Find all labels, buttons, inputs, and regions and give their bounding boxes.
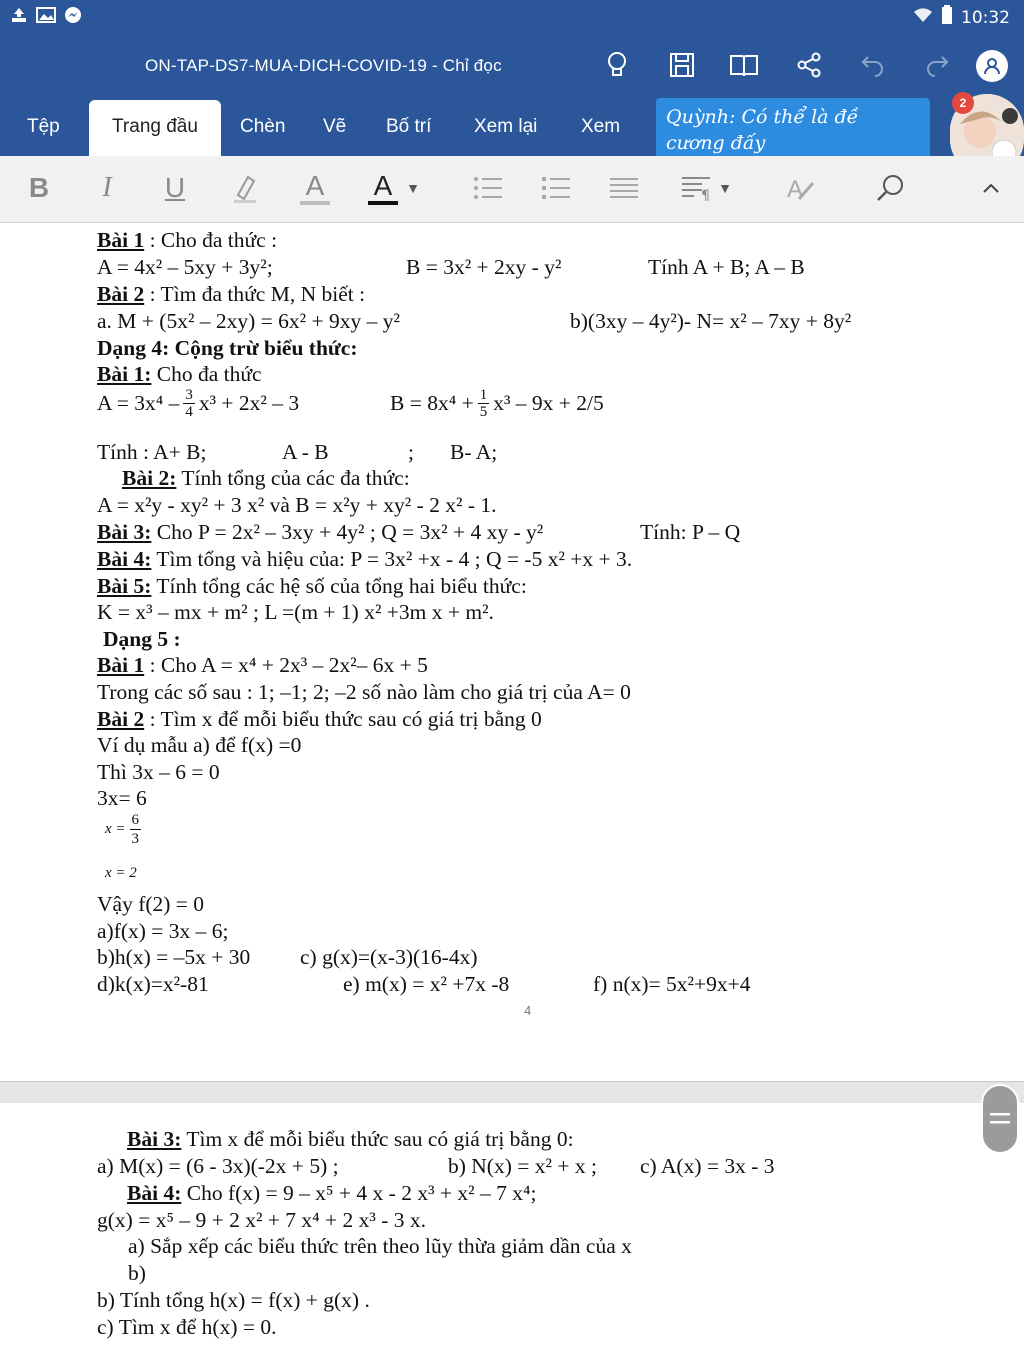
font-color-bar (368, 201, 398, 205)
d4-bai1-a-post: x³ + 2x² – 3 (198, 391, 300, 415)
fraction-6-3-num: 6 (131, 812, 140, 828)
d5-bai1-text: : Cho A = x⁴ + 2x³ – 2x²– 6x + 5 (144, 653, 428, 677)
save-icon[interactable] (665, 48, 699, 82)
p2-bai4-b: b) Tính tổng h(x) = f(x) + g(x) . (97, 1288, 370, 1312)
status-bar (0, 0, 1024, 32)
document-page-1 (0, 223, 1024, 1082)
d4-bai4-line (97, 547, 632, 572)
p2-bai4-g: g(x) = x⁵ – 9 + 2 x² + 7 x⁴ + 2 x³ - 3 x. (97, 1208, 426, 1232)
p2-bai4-a: a) Sắp xếp các biểu thức trên theo lũy thừa giảm dần của x (128, 1234, 632, 1258)
underline-button[interactable]: U (164, 172, 186, 203)
text-effects-label: A (305, 170, 325, 201)
d4-bai3-calc: Tính: P – Q (640, 520, 741, 544)
p2-bai4-line (127, 1181, 536, 1206)
bai2-expr-a: a. M + (5x² – 2xy) = 6x² + 9xy – y² (97, 309, 400, 333)
battery-icon (941, 5, 953, 30)
tab-draw[interactable]: Vẽ (323, 116, 347, 137)
p2-bai4-b-empty: b) (128, 1261, 146, 1285)
search-icon[interactable] (872, 166, 908, 210)
font-color-label: A (373, 170, 393, 201)
bullet-list-icon[interactable] (470, 166, 506, 210)
example-line-4 (105, 811, 141, 848)
scroll-handle[interactable] (981, 1084, 1019, 1154)
gallery-icon (36, 6, 56, 29)
p2-bai3-label: Bài 3: (127, 1127, 182, 1151)
tab-review[interactable]: Xem lại (474, 116, 538, 137)
p2-bai3-line (127, 1127, 574, 1152)
highlighter-icon[interactable] (228, 166, 262, 210)
exercise-b: b)h(x) = –5x + 30 (97, 945, 251, 969)
fraction-3-4-num: 3 (185, 387, 193, 403)
redo-icon[interactable] (920, 48, 954, 82)
document-title: ON-TAP-DS7-MUA-DICH-COVID-19 - Chỉ đọc (145, 56, 502, 75)
d4-bai2-line (122, 466, 410, 491)
d4-bai3-text: Cho P = 2x² – 3xy + 4y² ; Q = 3x² + 4 xy - y² (151, 520, 544, 544)
d4-bai2-text: Tính tổng của các đa thức: (176, 466, 410, 490)
fraction-1-5-den: 5 (479, 404, 488, 420)
d4-bai1-calc2: A - B (282, 440, 329, 464)
dang4-heading: Dạng 4: Cộng trừ biểu thức: (97, 336, 358, 360)
bai2-text: : Tìm đa thức M, N biết : (144, 282, 366, 306)
d4-bai1-calc3: ; (408, 440, 414, 464)
d5-bai1-label: Bài 1 (97, 653, 145, 677)
formatting-toolbar (0, 156, 1024, 223)
svg-text:A: A (787, 176, 804, 203)
bai1-label: Bài 1 (97, 228, 145, 252)
fraction-6-3-den: 3 (131, 831, 140, 847)
bai2-expr-b: b)(3xy – 4y²)- N= x² – 7xy + 8y² (570, 309, 852, 333)
d4-bai1-text: Cho đa thức (151, 362, 262, 386)
d4-bai1-b-post: x³ – 9x + 2/5 (493, 391, 604, 415)
p2-bai4-c: c) Tìm x để h(x) = 0. (97, 1315, 277, 1339)
exercise-d: d)k(x)=x²-81 (97, 972, 209, 996)
bai2-line (97, 282, 365, 307)
d4-bai1-line (97, 362, 262, 387)
collapse-ribbon-icon[interactable] (976, 166, 1006, 210)
font-color-dropdown-icon[interactable]: ▼ (406, 180, 420, 196)
chat-bubble-message[interactable]: Quỳnh: Có thể là đề cương đấy (656, 98, 930, 170)
p2-bai3-b: b) N(x) = x² + x ; (448, 1154, 597, 1178)
p2-bai3-a: a) M(x) = (6 - 3x)(-2x + 5) ; (97, 1154, 339, 1178)
exercise-c: c) g(x)=(x-3)(16-4x) (300, 945, 478, 969)
text-effects-bar (300, 201, 330, 205)
styles-icon[interactable] (782, 166, 818, 210)
document-page-2 (0, 1103, 1024, 1365)
d4-bai1-calc1: Tính : A+ B; (97, 440, 207, 464)
d5-bai2-label: Bài 2 (97, 707, 145, 731)
d4-bai1-expr-a (97, 387, 299, 420)
d5-bai1-line (97, 653, 428, 678)
d4-bai5-line (97, 574, 527, 599)
bai1-calc: Tính A + B; A – B (648, 255, 805, 279)
clock-time: 10:32 (961, 7, 1010, 28)
d4-bai2-label: Bài 2: (122, 466, 177, 490)
d4-bai4-label: Bài 4: (97, 547, 152, 571)
example-line-3: 3x= 6 (97, 786, 147, 810)
lightbulb-icon[interactable] (600, 48, 634, 82)
d4-bai1-expr-b (390, 387, 604, 420)
d5-bai2-line (97, 707, 542, 732)
d4-bai1-a-pre: A = 3x⁴ – (97, 391, 180, 415)
wifi-icon (913, 7, 933, 28)
page-number: 4 (524, 1003, 532, 1018)
tab-layout[interactable]: Bố trí (386, 116, 432, 137)
bold-button[interactable]: B (28, 172, 50, 203)
d4-bai5-label: Bài 5: (97, 574, 152, 598)
text-effects-button[interactable] (298, 166, 332, 210)
bai1-expr-b: B = 3x² + 2xy - y² (406, 255, 562, 279)
d5-bai1-line2: Trong các số sau : 1; –1; 2; –2 số nào làm cho giá trị của A= 0 (97, 680, 631, 704)
d4-bai5-expr: K = x³ – mx + m² ; L =(m + 1) x² +3m x + m². (97, 600, 494, 624)
p2-bai3-c: c) A(x) = 3x - 3 (640, 1154, 775, 1178)
fraction-6-3 (130, 811, 142, 848)
d4-bai3-label: Bài 3: (97, 520, 152, 544)
p2-bai3-text: Tìm x để mỗi biểu thức sau có giá trị bằng 0: (181, 1127, 574, 1151)
d4-bai4-text: Tìm tổng và hiệu của: P = 3x² +x - 4 ; Q = -5 x² +x + 3. (151, 547, 633, 571)
exercise-f: f) n(x)= 5x²+9x+4 (593, 972, 751, 996)
share-icon[interactable] (792, 48, 826, 82)
dang5-heading: Dạng 5 : (103, 627, 181, 651)
d4-bai1-calc4: B- A; (450, 440, 498, 464)
reading-mode-icon[interactable] (727, 48, 761, 82)
notification-badge: 2 (952, 92, 974, 114)
d4-bai1-label: Bài 1: (97, 362, 152, 386)
example-x-equals: x = (105, 821, 126, 837)
undo-icon[interactable] (856, 48, 890, 82)
bai1-text: : Cho đa thức : (144, 228, 278, 252)
fraction-1-5-num: 1 (479, 387, 488, 403)
fraction-3-4 (183, 387, 195, 420)
italic-button[interactable]: I (102, 172, 112, 203)
align-icon[interactable] (606, 166, 642, 210)
p2-bai4-label: Bài 4: (127, 1181, 182, 1205)
example-line-1: Ví dụ mẫu a) để f(x) =0 (97, 733, 302, 757)
numbered-list-icon[interactable] (538, 166, 574, 210)
d4-bai5-text: Tính tổng các hệ số của tổng hai biểu thức: (151, 574, 527, 598)
exercise-a: a)f(x) = 3x – 6; (97, 919, 229, 943)
d4-bai3-line (97, 520, 543, 545)
paragraph-dropdown-icon[interactable]: ▼ (718, 180, 732, 196)
tab-home[interactable]: Trang đầu (89, 100, 221, 156)
account-icon[interactable] (976, 50, 1008, 82)
d4-bai2-expr: A = x²y - xy² + 3 x² và B = x²y + xy² - 2 x² - 1. (97, 493, 497, 517)
example-line-2: Thì 3x – 6 = 0 (97, 760, 220, 784)
tab-view[interactable]: Xem (581, 116, 621, 137)
d4-bai1-b-pre: B = 8x⁴ + (390, 391, 474, 415)
upload-icon (10, 6, 28, 29)
p2-bai4-text: Cho f(x) = 9 – x⁵ + 4 x - 2 x³ + x² – 7 x⁴; (181, 1181, 537, 1205)
tab-insert[interactable]: Chèn (240, 116, 286, 137)
exercise-e: e) m(x) = x² +7x -8 (343, 972, 510, 996)
tab-file[interactable]: Tệp (27, 116, 60, 137)
font-color-button[interactable] (366, 166, 400, 210)
example-line-5: x = 2 (105, 865, 137, 881)
bai1-line (97, 228, 277, 253)
bai1-expr-a: A = 4x² – 5xy + 3y²; (97, 255, 273, 279)
paragraph-format-icon[interactable] (678, 166, 714, 210)
bai2-label: Bài 2 (97, 282, 145, 306)
fraction-1-5 (478, 387, 490, 420)
title-bar (0, 32, 1024, 100)
svg-text:¶: ¶ (701, 188, 710, 201)
d5-bai2-text: : Tìm x để mỗi biểu thức sau có giá trị bằng 0 (144, 707, 542, 731)
messenger-icon (64, 6, 82, 29)
fraction-3-4-den: 4 (185, 404, 193, 420)
example-line-6: Vậy f(2) = 0 (97, 892, 205, 916)
